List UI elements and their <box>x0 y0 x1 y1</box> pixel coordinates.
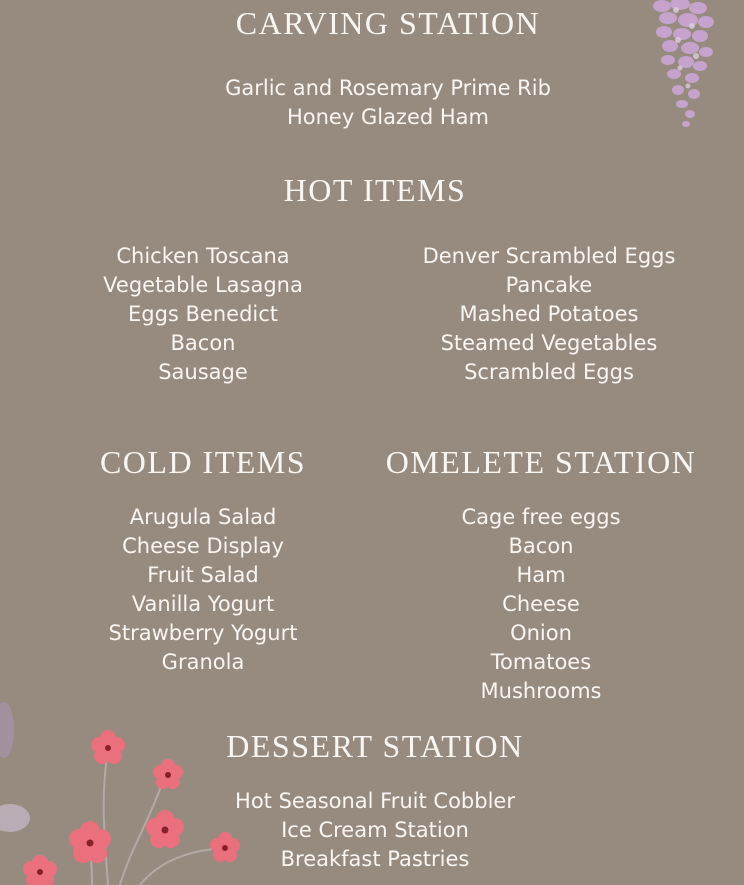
list-item: Denver Scrambled Eggs <box>422 244 676 268</box>
list-item: Cheese <box>502 592 580 616</box>
list-item: Fruit Salad <box>147 563 259 587</box>
list-item: Garlic and Rosemary Prime Rib <box>225 76 551 100</box>
dessert-station-heading: DESSERT STATION <box>226 728 524 764</box>
wisteria-flower-icon <box>640 0 730 135</box>
list-item: Sausage <box>158 360 248 384</box>
list-item: Tomatoes <box>490 650 592 674</box>
list-item: Steamed Vegetables <box>440 331 658 355</box>
list-item: Granola <box>161 650 245 674</box>
cold-items-heading: COLD ITEMS <box>99 444 307 480</box>
list-item: Onion <box>510 621 572 645</box>
list-item: Bacon <box>508 534 574 558</box>
list-item: Strawberry Yogurt <box>108 621 298 645</box>
list-item: Arugula Salad <box>129 505 277 529</box>
hot-items-heading: HOT ITEMS <box>283 172 467 208</box>
hot-items-left-list <box>103 242 303 387</box>
list-item: Scrambled Eggs <box>464 360 634 384</box>
list-item: Eggs Benedict <box>127 302 279 326</box>
carving-station-heading: CARVING STATION <box>235 5 541 41</box>
list-item: Chicken Toscana <box>116 244 290 268</box>
list-item: Vanilla Yogurt <box>131 592 275 616</box>
cold-items-list <box>109 503 298 677</box>
carving-station-list <box>225 74 551 132</box>
list-item: Honey Glazed Ham <box>286 105 489 129</box>
list-item: Ice Cream Station <box>281 818 469 842</box>
list-item: Cage free eggs <box>461 505 621 529</box>
list-item: Mashed Potatoes <box>459 302 639 326</box>
list-item: Cheese Display <box>122 534 284 558</box>
list-item: Breakfast Pastries <box>280 847 470 871</box>
omelete-station-heading: OMELETE STATION <box>385 444 697 480</box>
list-item: Hot Seasonal Fruit Cobbler <box>235 789 515 813</box>
dessert-station-list <box>235 787 515 874</box>
omelete-station-list <box>461 503 620 706</box>
list-item: Bacon <box>170 331 236 355</box>
list-item: Ham <box>516 563 566 587</box>
list-item: Pancake <box>505 273 593 297</box>
pink-blossom-branch-icon <box>0 700 250 885</box>
list-item: Vegetable Lasagna <box>103 273 303 297</box>
hot-items-right-list <box>423 242 676 387</box>
list-item: Mushrooms <box>480 679 602 703</box>
